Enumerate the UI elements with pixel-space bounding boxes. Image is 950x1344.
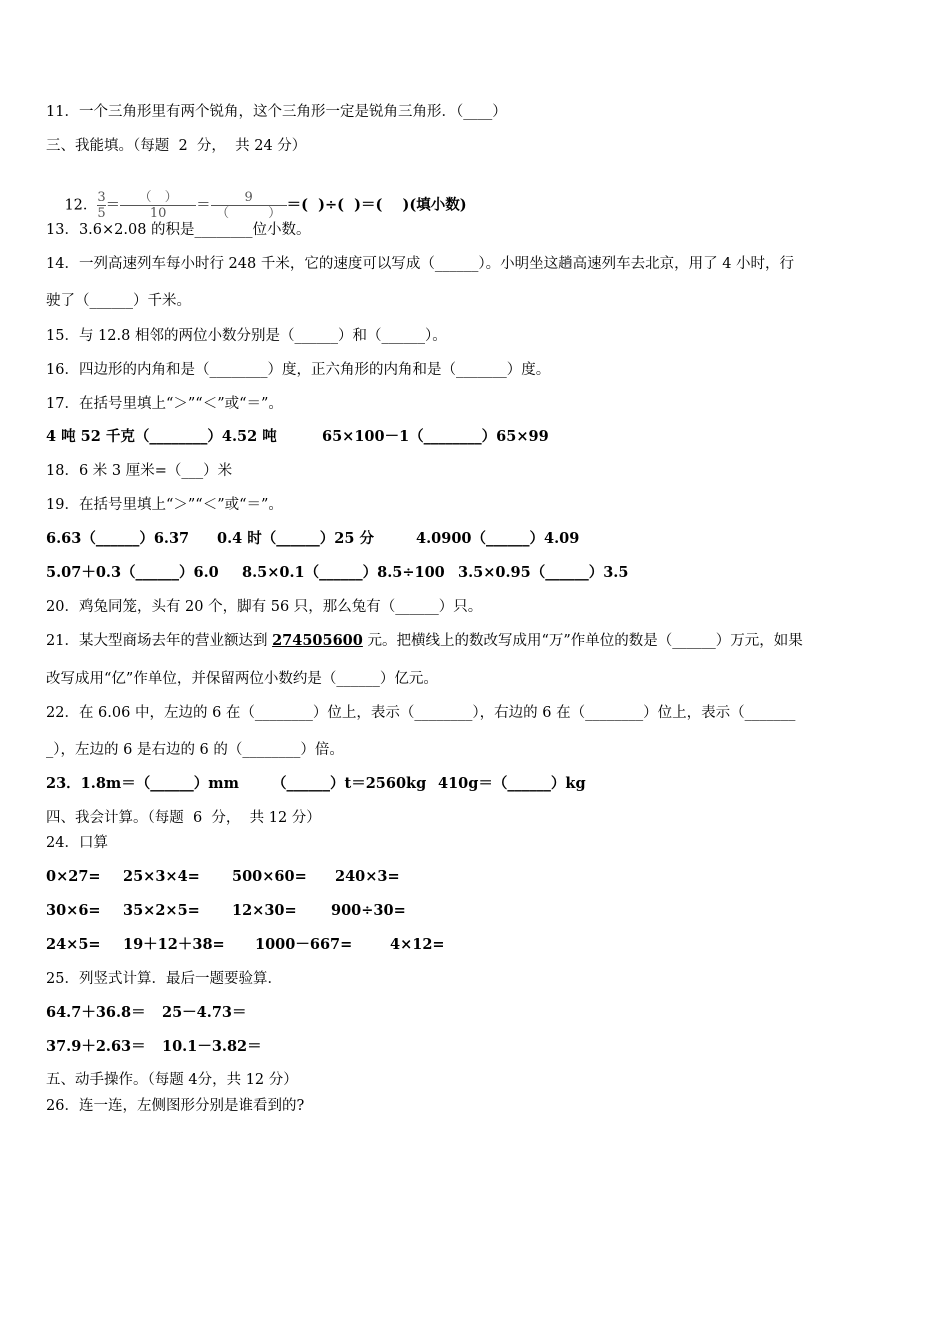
mental-calc: 25×3×4= bbox=[123, 868, 200, 885]
vertical-calc: 25－4.73＝ bbox=[162, 1004, 247, 1021]
question-13: 13．3.6×2.08 的积是________位小数。 bbox=[46, 222, 311, 238]
mental-calc: 500×60= bbox=[232, 868, 307, 885]
question-11: 11．一个三角形里有两个锐角，这个三角形一定是锐角三角形．（____） bbox=[46, 104, 507, 120]
q19-item: 8.5×0.1（______）8.5÷100 bbox=[242, 564, 445, 581]
q19-item: 3.5×0.95（______）3.5 bbox=[458, 564, 629, 581]
fraction-9-blank: $\frac{9}{( )}$ bbox=[211, 190, 287, 221]
question-22-line2: _），左边的 6 是右边的 6 的（________）倍。 bbox=[46, 742, 344, 758]
question-12: 12． $\frac{3}{5}$ ＝ $\frac{( )}{10}$ ＝ $\frac{9}{( )}$ ＝( )÷( )＝( )(填小数) bbox=[64, 190, 467, 221]
question-24: 24．口算 bbox=[46, 835, 108, 851]
q12-tail: ＝( )÷( )＝( )(填小数) bbox=[286, 196, 467, 214]
question-14-line2: 驶了（______）千米。 bbox=[46, 293, 191, 309]
q23-item: 410g＝（______）kg bbox=[438, 775, 586, 792]
question-16: 16．四边形的内角和是（________）度，正六角形的内角和是（_______）度。 bbox=[46, 362, 551, 378]
fraction-blank-10: $\frac{( )}{10}$ bbox=[120, 190, 196, 221]
question-26: 26．连一连，左侧图形分别是谁看到的? bbox=[46, 1098, 305, 1114]
mental-calc: 900÷30= bbox=[331, 902, 406, 919]
question-20: 20．鸡兔同笼，头有 20 个，脚有 56 只，那么兔有（______）只。 bbox=[46, 599, 483, 615]
mental-calc: 24×5= bbox=[46, 936, 101, 953]
mental-calc: 1000－667= bbox=[255, 936, 353, 953]
mental-calc: 35×2×5= bbox=[123, 902, 200, 919]
q23-item: （______）t＝2560kg bbox=[272, 775, 427, 792]
q19-item: 5.07＋0.3（______）6.0 bbox=[46, 564, 219, 581]
q19-item: 4.0900（______）4.09 bbox=[416, 530, 580, 547]
vertical-calc: 64.7＋36.8＝ bbox=[46, 1004, 146, 1021]
mental-calc: 30×6= bbox=[46, 902, 101, 919]
underlined-number: 274505600 bbox=[272, 632, 363, 649]
question-18: 18．6 米 3 厘米=（___）米 bbox=[46, 463, 233, 479]
mental-calc: 19＋12＋38= bbox=[123, 936, 225, 953]
mental-calc: 12×30= bbox=[232, 902, 297, 919]
q17-item: 4 吨 52 千克（________）4.52 吨 bbox=[46, 428, 277, 445]
q19-item: 6.63（______）6.37 bbox=[46, 530, 190, 547]
question-19: 19．在括号里填上“＞”“＜”或“＝”。 bbox=[46, 497, 283, 513]
question-14-line1: 14．一列高速列车每小时行 248 千米，它的速度可以写成（______）。小明坐这趟高速列车去北京，用了 4 小时，行 bbox=[46, 256, 795, 272]
question-22-line1: 22．在 6.06 中，左边的 6 在（________）位上，表示（________），右边的 6 在（________）位上，表示（_______ bbox=[46, 705, 796, 721]
fraction-3-5: $\frac{3}{5}$ bbox=[97, 190, 106, 221]
q12-number: 12． bbox=[64, 197, 98, 214]
q23-item: 23．1.8m＝（______）mm bbox=[46, 775, 239, 792]
section-3-heading: 三、我能填。（每题 2 分， 共 24 分） bbox=[46, 138, 307, 154]
vertical-calc: 37.9＋2.63＝ bbox=[46, 1038, 146, 1055]
section-5-heading: 五、动手操作。（每题 4分，共 12 分） bbox=[46, 1072, 298, 1088]
section-4-heading: 四、我会计算。（每题 6 分， 共 12 分） bbox=[46, 810, 321, 826]
mental-calc: 4×12= bbox=[390, 936, 445, 953]
q19-item: 0.4 时（______）25 分 bbox=[217, 530, 375, 547]
mental-calc: 240×3= bbox=[335, 868, 400, 885]
question-25: 25．列竖式计算．最后一题要验算． bbox=[46, 971, 282, 987]
q17-item: 65×100－1（________）65×99 bbox=[322, 428, 549, 445]
question-15: 15．与 12.8 相邻的两位小数分别是（______）和（______）。 bbox=[46, 328, 447, 344]
question-21-line2: 改写成用“亿”作单位，并保留两位小数约是（______）亿元。 bbox=[46, 671, 438, 687]
mental-calc: 0×27= bbox=[46, 868, 101, 885]
question-21-line1: 21．某大型商场去年的营业额达到 274505600 元。把横线上的数改写成用“万”作单位的数是（______）万元，如果 bbox=[46, 632, 803, 649]
question-17: 17．在括号里填上“＞”“＜”或“＝”。 bbox=[46, 396, 283, 412]
vertical-calc: 10.1－3.82＝ bbox=[162, 1038, 262, 1055]
